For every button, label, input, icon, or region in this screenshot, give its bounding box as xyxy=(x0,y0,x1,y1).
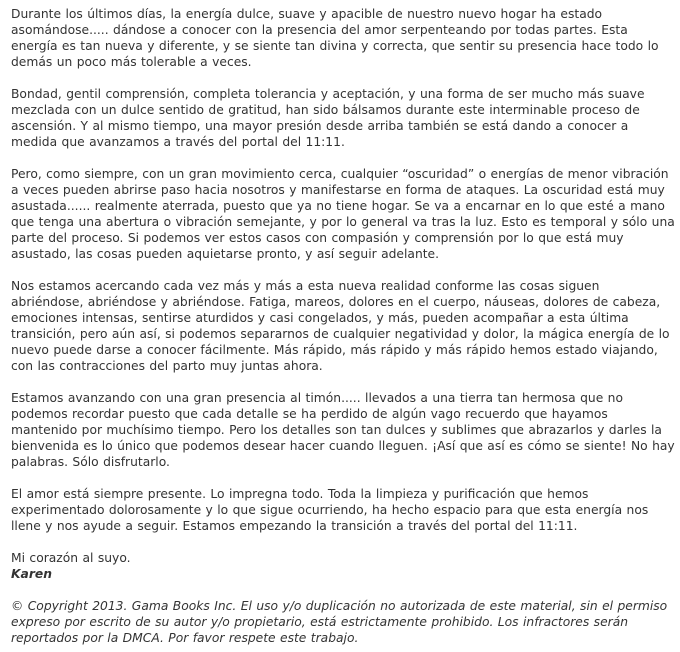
article-body xyxy=(11,6,675,646)
paragraph-5: Estamos avanzando con una gran presencia al timón..... llevados a una tierra tan hermosa que no podemos recordar puesto que cada detalle se ha perdido de algún vago recuerdo que hayamos mantenido por muchísimo tiempo. Pero los detalles son tan dulces y sublimes que abrazarlos y darles la bienvenida es lo único que podemos desear hacer cuando lleguen. ¡Así que así es cómo se siente! No hay palabras. Sólo disfrutarlo. xyxy=(11,391,675,469)
copyright-notice: © Copyright 2013. Gama Books Inc. El uso y/o duplicación no autorizada de este material, sin el permiso expreso por escrito de su autor y/o propietario, está estrictamente prohibido. Los infractores serán reportados por la DMCA. Por favor respete este trabajo. xyxy=(11,599,668,645)
signature-block xyxy=(11,550,675,582)
paragraph-6: El amor está siempre presente. Lo impregna todo. Toda la limpieza y purificación que hemos experimentado dolorosamente y lo que sigue ocurriendo, ha hecho espacio para que esta energía nos llene y nos ayude a seguir. Estamos empezando la transición a través del portal del 11:11. xyxy=(11,487,649,533)
closing-line: Mi corazón al suyo. xyxy=(11,551,131,565)
author-name: Karen xyxy=(11,567,52,581)
paragraph-1: Durante los últimos días, la energía dulce, suave y apacible de nuestro nuevo hogar ha estado asomándose..... dándose a conocer con la presencia del amor serpenteando por todas partes. Esta energía es tan nueva y diferente, y se siente tan divina y correcta, que sentir su presencia hace todo lo demás un poco más tolerable a veces. xyxy=(11,7,659,69)
paragraph-2: Bondad, gentil comprensión, completa tolerancia y aceptación, y una forma de ser mucho más suave mezclada con un dulce sentido de gratitud, han sido bálsamos durante este interminable proceso de ascensión. Y al mismo tiempo, una mayor presión desde arriba también se está dando a conocer a medida que avanzamos a través del portal del 11:11. xyxy=(11,87,645,149)
paragraph-3: Pero, como siempre, con un gran movimiento cerca, cualquier “oscuridad” o energías de menor vibración a veces pueden abrirse paso hacia nosotros y manifestarse en forma de ataques. La oscuridad está muy asustada...... realmente aterrada, puesto que ya no tiene hogar. Se va a encarnar en lo que esté a mano que tenga una abertura o vibración semejante, y por lo general va tras la luz. Esto es temporal y sólo una parte del proceso. Si podemos ver estos casos con compasión y comprensión por lo que está muy asustado, las cosas pueden aquietarse pronto, y así seguir adelante. xyxy=(11,167,675,261)
paragraph-4: Nos estamos acercando cada vez más y más a esta nueva realidad conforme las cosas siguen abriéndose, abriéndose y abriéndose. Fatiga, mareos, dolores en el cuerpo, náuseas, dolores de cabeza, emociones intensas, sentirse aturdidos y casi congelados, y más, pueden acompañar a esta última transición, pero aún así, si podemos separarnos de cualquier negatividad y dolor, la mágica energía de lo nuevo puede darse a conocer fácilmente. Más rápido, más rápido y más rápido hemos estado viajando, con las contracciones del parto muy juntas ahora. xyxy=(11,279,670,373)
